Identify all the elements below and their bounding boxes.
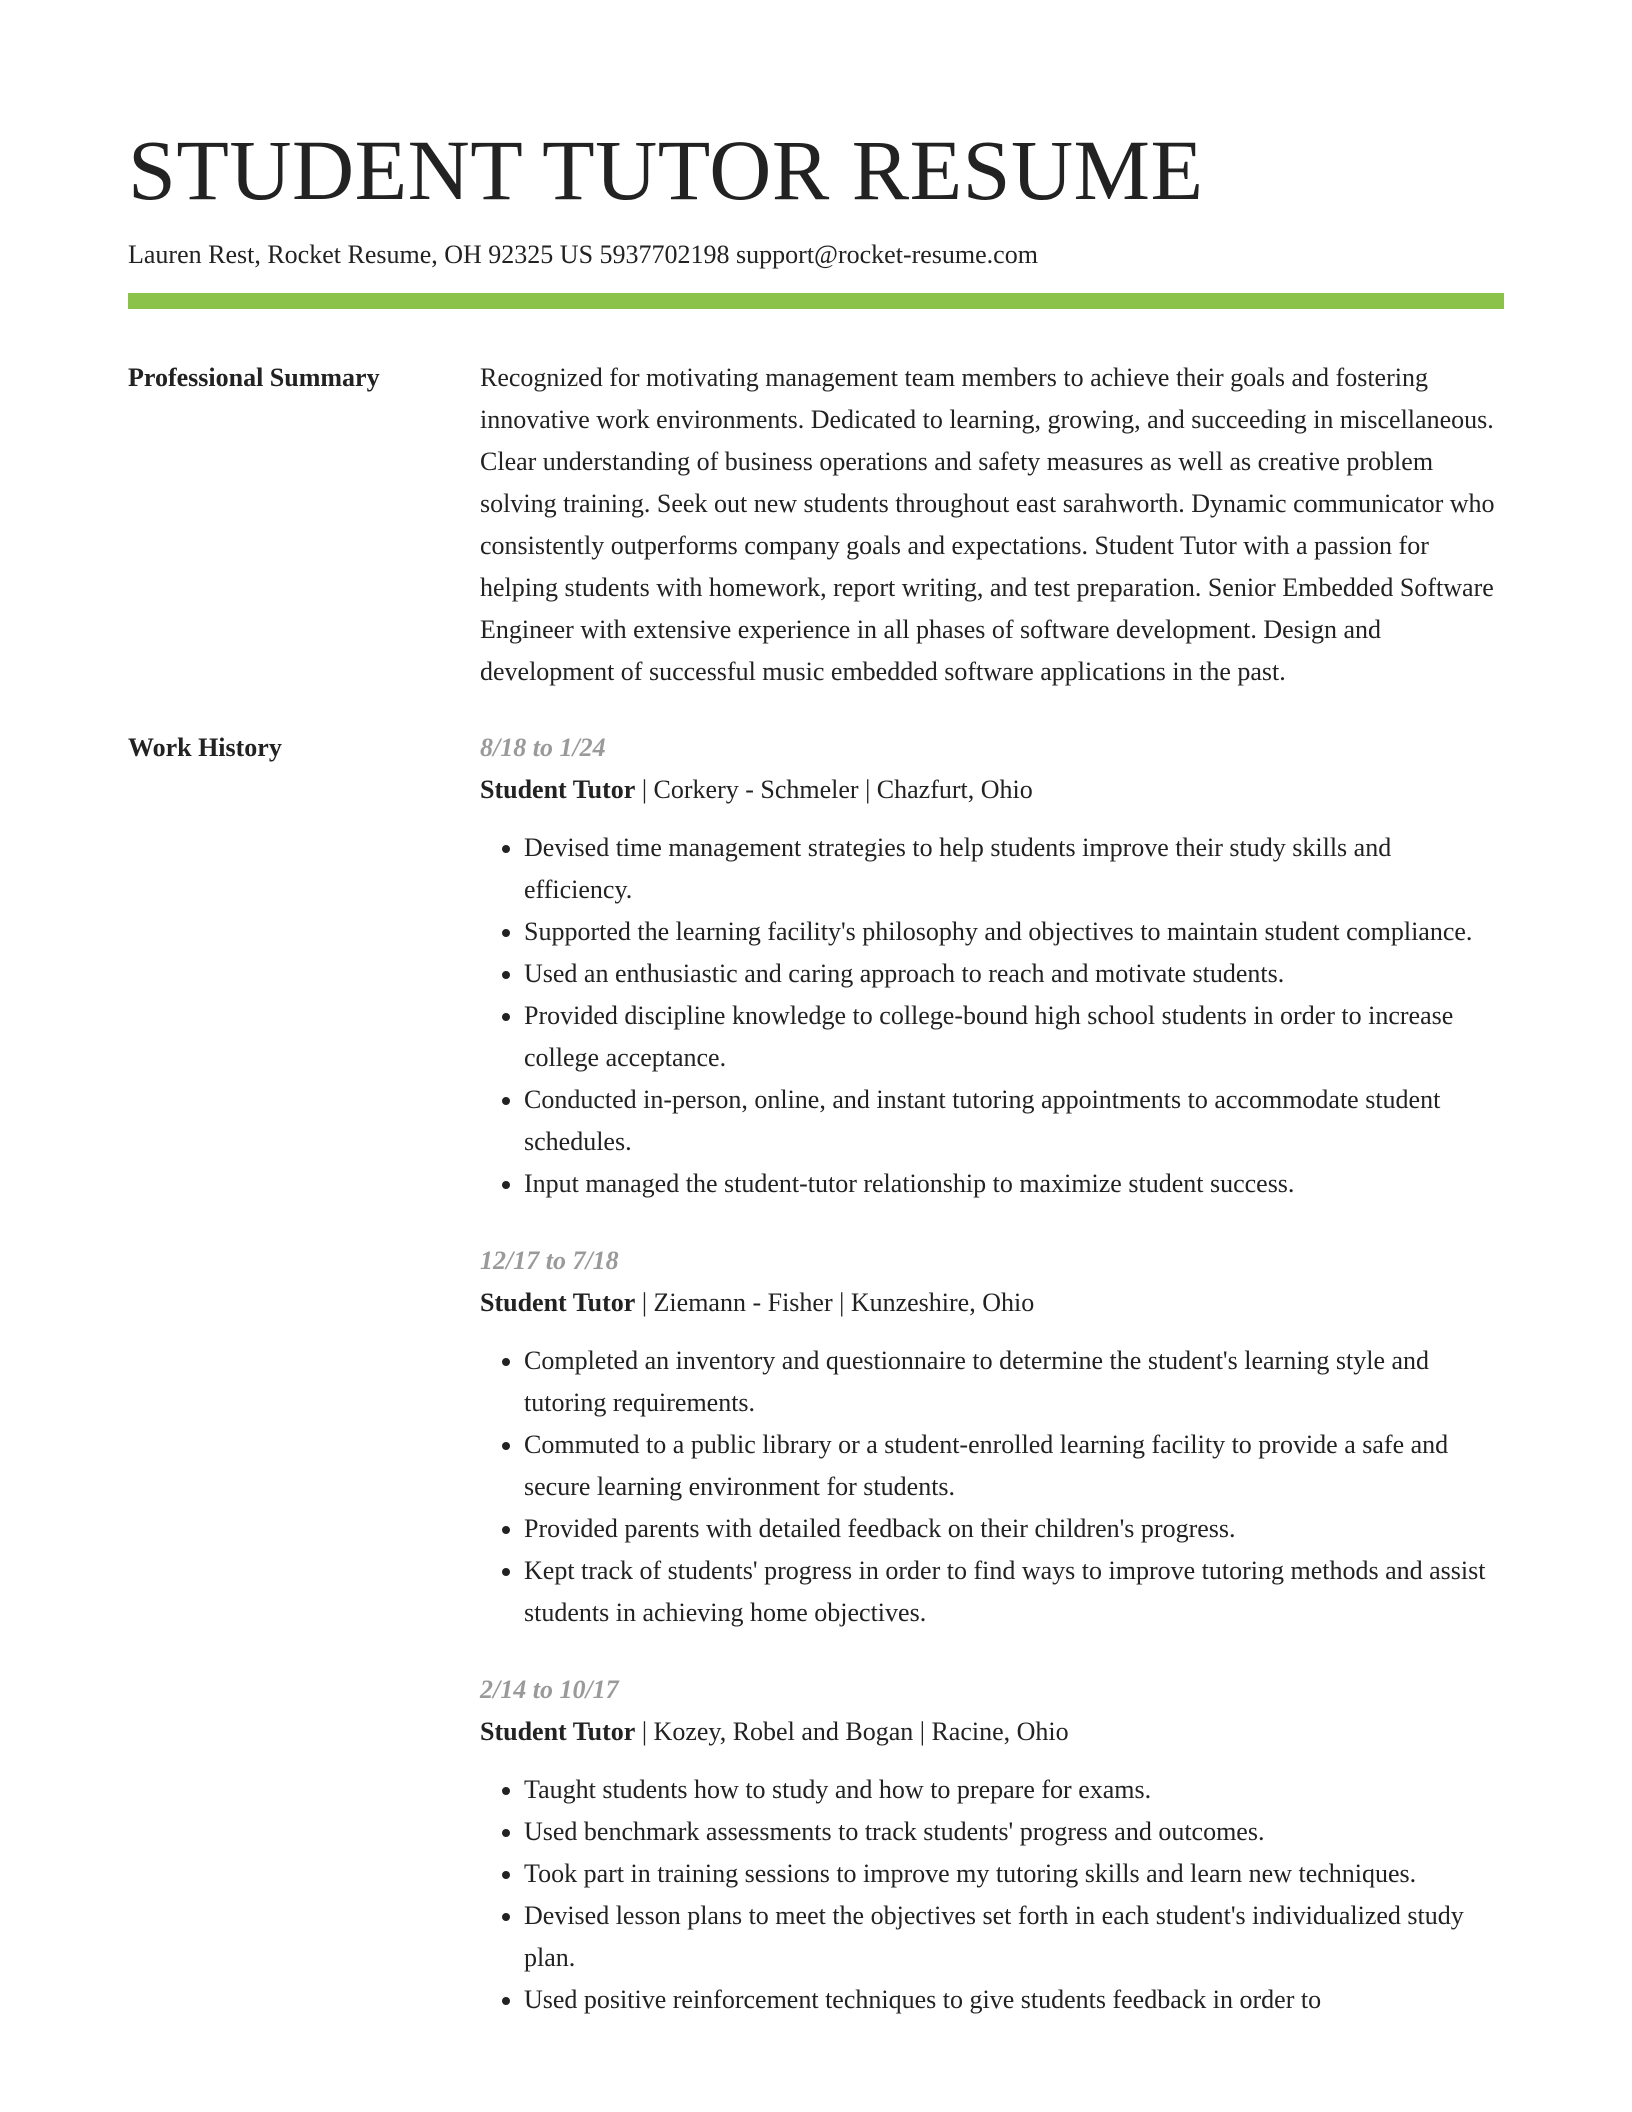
- job-duty: • Input managed the student-tutor relationship to maximize student success.: [524, 1163, 1504, 1205]
- resume-title: STUDENT TUTOR RESUME: [128, 122, 1204, 218]
- job-dates: 8/18 to 1/24: [480, 733, 606, 762]
- work-history-body: [480, 727, 1504, 2056]
- job-entry: [480, 1669, 1504, 2021]
- section-label-summary: Professional Summary: [128, 363, 380, 392]
- job-dates: 12/17 to 7/18: [480, 1246, 619, 1275]
- job-title: Student Tutor: [480, 775, 636, 804]
- header-divider: [128, 293, 1504, 309]
- summary-text: Recognized for motivating management team members to achieve their goals and fostering innovative work environments. Dedicated to learning, growing, and succeeding in miscellaneous. Clear understanding of business operations and safety measures as well as creative problem solving training. Seek out new students throughout east sarahworth. Dynamic communicator who consistently outperforms company goals and expectations. Student Tutor with a passion for helping students with homework, report writing, and test preparation. Senior Embedded Software Engineer with extensive experience in all phases of software development. Design and development of successful music embedded software applications in the past.: [480, 363, 1495, 686]
- job-duty: • Kept track of students' progress in order to find ways to improve tutoring methods and assist students in achieving home objectives.: [524, 1550, 1504, 1634]
- job-duty: • Supported the learning facility's philosophy and objectives to maintain student compliance.: [524, 911, 1504, 953]
- job-entry: [480, 1240, 1504, 1634]
- job-heading: [480, 1282, 1504, 1324]
- summary-body: [480, 357, 1504, 693]
- section-label-work-history: Work History: [128, 733, 282, 762]
- job-duties-list: [480, 827, 1504, 1205]
- job-duty: • Conducted in-person, online, and instant tutoring appointments to accommodate student schedules.: [524, 1079, 1504, 1163]
- job-dates: 2/14 to 10/17: [480, 1675, 619, 1704]
- contact-line: Lauren Rest, Rocket Resume, OH 92325 US 5937702198 support@rocket-resume.com: [128, 240, 1038, 269]
- job-heading: [480, 1711, 1504, 1753]
- job-duties-list: [480, 1340, 1504, 1634]
- job-duty: • Taught students how to study and how to prepare for exams.: [524, 1769, 1504, 1811]
- job-employer-location: | Corkery - Schmeler | Chazfurt, Ohio: [635, 775, 1033, 804]
- job-entry: [480, 727, 1504, 1205]
- professional-summary-section: [128, 357, 1504, 693]
- job-duties-list: [480, 1769, 1504, 2021]
- job-duty: • Used benchmark assessments to track students' progress and outcomes.: [524, 1811, 1504, 1853]
- job-heading: [480, 769, 1504, 811]
- job-duty: • Completed an inventory and questionnaire to determine the student's learning style and tutoring requirements.: [524, 1340, 1504, 1424]
- job-duty: • Devised lesson plans to meet the objectives set forth in each student's individualized study plan.: [524, 1895, 1504, 1979]
- job-title: Student Tutor: [480, 1717, 636, 1746]
- job-duty: • Used an enthusiastic and caring approach to reach and motivate students.: [524, 953, 1504, 995]
- job-duty: • Took part in training sessions to improve my tutoring skills and learn new techniques.: [524, 1853, 1504, 1895]
- job-duty: • Used positive reinforcement techniques to give students feedback in order to: [524, 1979, 1504, 2021]
- job-employer-location: | Ziemann - Fisher | Kunzeshire, Ohio: [635, 1288, 1035, 1317]
- resume-page: [128, 0, 1504, 2056]
- job-title: Student Tutor: [480, 1288, 636, 1317]
- job-duty: • Provided parents with detailed feedback on their children's progress.: [524, 1508, 1504, 1550]
- work-history-section: [128, 727, 1504, 2056]
- job-duty: • Commuted to a public library or a student-enrolled learning facility to provide a safe and secure learning environment for students.: [524, 1424, 1504, 1508]
- job-duty: • Provided discipline knowledge to college-bound high school students in order to increase college acceptance.: [524, 995, 1504, 1079]
- job-employer-location: | Kozey, Robel and Bogan | Racine, Ohio: [635, 1717, 1069, 1746]
- job-duty: • Devised time management strategies to help students improve their study skills and efficiency.: [524, 827, 1504, 911]
